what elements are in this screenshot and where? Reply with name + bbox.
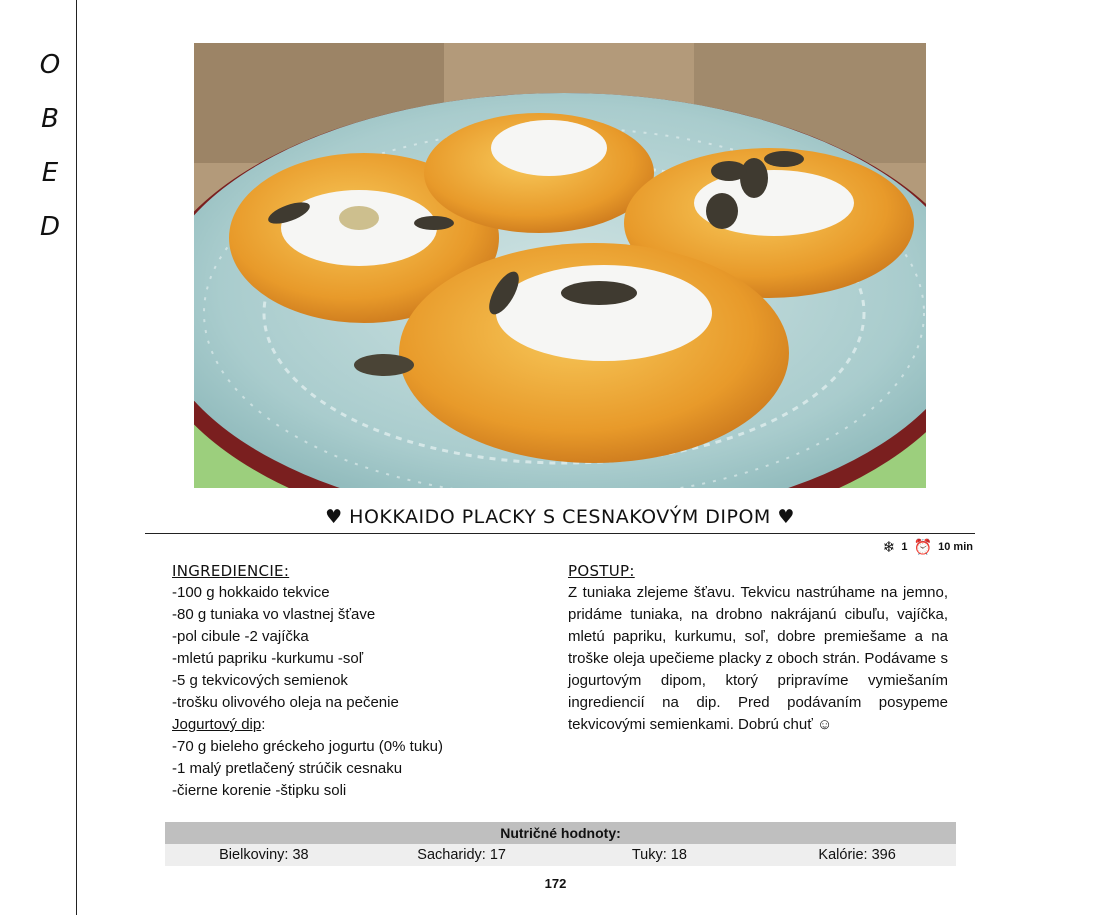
section-letter: B [41, 104, 59, 134]
procedure-text: Z tuniaka zlejeme šťavu. Tekvicu nastrúhame na jemno, pridáme tuniaka, na drobno nakrájanú cibuľu, vajíčka, mletú papriku, kurkumu, soľ, dobre premiešame a na troške oleja upečieme placky z oboch strán. Podávame s jogurtovým dipom, ktorý pripravíme vymiešaním ingrediencií na dip. Pred podávaním posypeme tekvicovými semienkami. Dobrú chuť ☺ [568, 584, 948, 733]
section-label-obed [30, 38, 70, 254]
procedure-heading: POSTUP: [568, 562, 635, 580]
dip-heading: Jogurtový dip [172, 716, 262, 733]
ingredient-item: -80 g tuniaka vo vlastnej šťave [172, 606, 376, 623]
nutrition-carbs: Sacharidy: 17 [417, 847, 506, 863]
nutrition-table [165, 822, 956, 866]
dip-item: -1 malý pretlačený strúčik cesnaku [172, 760, 403, 777]
recipe-photo [194, 43, 926, 488]
ingredients-section: INGREDIENCIE: -100 g hokkaido tekvice -80 g tuniaka vo vlastnej šťave -pol cibule -2 vajíčka -mletú papriku -kurkumu -soľ -5 g tekvicových semienok -trošku olivového oleja na pečenie Jogurtový dip: -70 g bieleho gréckeho jogurtu (0% tuku) -1 malý pretlačený strúčik cesnaku -čierne korenie -štipku soli [172, 560, 552, 802]
section-letter: D [39, 212, 61, 242]
nutrition-values-row [165, 844, 956, 866]
servings-count: 1 [901, 541, 908, 553]
recipe-title: ♥ HOKKAIDO PLACKY S CESNAKOVÝM DIPOM ♥ [325, 506, 795, 528]
section-letter: O [39, 50, 61, 80]
recipe-meta [883, 538, 973, 556]
nutrition-calories: Kalórie: 396 [818, 847, 896, 863]
procedure-section [568, 560, 948, 736]
ingredient-item: -trošku olivového oleja na pečenie [172, 694, 399, 711]
person-icon: ❄ [882, 539, 896, 556]
ingredients-heading: INGREDIENCIE: [172, 562, 290, 580]
prep-time: 10 min [938, 541, 973, 553]
ingredient-item: -100 g hokkaido tekvice [172, 584, 330, 601]
nutrition-heading: Nutričné hodnoty: [165, 822, 956, 844]
title-divider [145, 533, 975, 534]
section-letter: E [41, 158, 59, 188]
alarm-clock-icon: ⏰ [913, 539, 933, 556]
ingredient-item: -5 g tekvicových semienok [172, 672, 348, 689]
dip-item: -70 g bieleho gréckeho jogurtu (0% tuku) [172, 738, 443, 755]
dip-item: -čierne korenie -štipku soli [172, 782, 347, 799]
nutrition-protein: Bielkoviny: 38 [219, 847, 309, 863]
ingredient-item: -pol cibule -2 vajíčka [172, 628, 309, 645]
nutrition-fat: Tuky: 18 [631, 847, 687, 863]
page-number: 172 [544, 876, 567, 891]
ingredient-item: -mletú papriku -kurkumu -soľ [172, 650, 364, 667]
vertical-divider [76, 0, 77, 915]
